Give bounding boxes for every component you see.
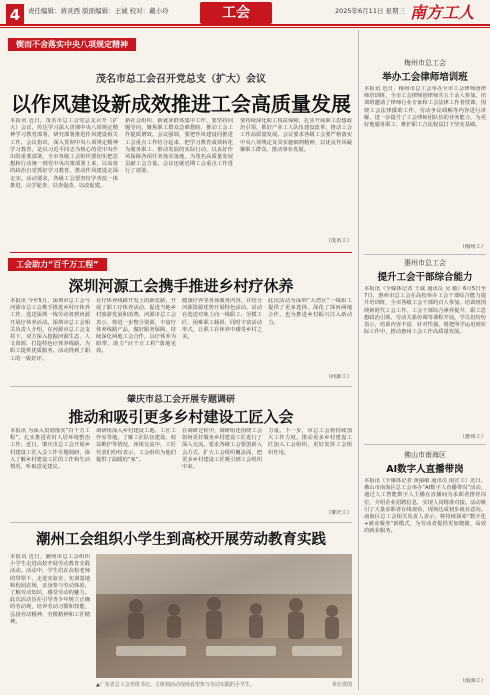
right2-body: 本报讯（全媒体记者 王诚 通讯员 吴 敏）6月5日至7日，惠州市总工会在高校举办工会干部综合能力提升培训班，全市各级工会干部约百人参加。培训班围绕新时代工会工作、工会干部综合素养提升、职工思想政治引领、劳动关系协调等课程开展。学员们纷纷表示，培训内容丰富、针对性强，将把所学运用到实际工作中，推动惠州工会工作高质量发展。 — [364, 286, 486, 336]
column-divider — [358, 30, 359, 690]
right2-byline: （惠州工） — [459, 434, 486, 440]
editors-line: 责任编辑：蒋灵西 版面编辑：王诚 校对：戴小玲 — [28, 7, 169, 15]
story3-kicker: 肇庆市总工会开展专题调研 — [126, 395, 235, 405]
story1-byline: （茂名工） — [325, 238, 352, 244]
right1-body: 本报讯 近日，梅州市总工会举办全市工会律师团律师培训班，全市工会律师团律师共五十余人参加。培训班邀请了律师行业专家和工会法律工作者授课，围绕工会法律援助工作、劳动争议调解等内容进行讲解，进一步提升了工会律师团队伍的业务能力，为更好地服务职工、维护职工合法权益打下坚实基础。 — [364, 86, 486, 129]
story3-headline[interactable]: 推动和吸引更多乡村建设工匠入会 — [68, 408, 294, 426]
photo-caption: ▲广东省总工会党组书记、主席到活动现场看望参与劳动实践的小学生。 — [96, 682, 255, 688]
topic-ribbon: 锲而不舍落实中央八项规定精神 — [8, 38, 136, 51]
newspaper-logo: 南方工人 — [410, 3, 475, 22]
section-divider — [10, 252, 352, 253]
story3-column-3: 在调研过程中，调研组还围绕工会如何更好服务乡村建设工匠进行了深入交流，要求各级工会要创新入会方式，扩大工会组织覆盖面，把更多乡村建设工匠吸引到工会组织中来。 — [182, 428, 262, 471]
story2-column-1: 本报讯 今年5月，深圳市总工会与河源市总工会携手推进乡村疗休养工作，选送深圳一线劳动者到河源开展疗休养活动。深圳市总工会相关负责人介绍，在河源市总工会支持下，双方深入挖掘河源生态、人文资源，打造特色疗休养线路，为职工提供优质服务。活动得到了职工的一致好评。 — [10, 298, 90, 362]
story3-column-1: 本报讯 为深入贯彻落实“百千万工程”，扎实推进农村人居环境整治工作，近日，肇庆市总工会开展乡村建设工匠入会工作专题调研，深入了解乡村建设工匠的工作和生活情况，听取意见建议。 — [10, 428, 90, 471]
header-rule — [0, 24, 490, 26]
story1-column-2: 新社会组织、新就业群体集中工作，要坚持问题导向，聚焦职工群众急难愁盼，推动工会工作提质增效。会议强调，要把作风建设同推进工会重点工作结合起来，把学习教育成效转化为服务职工、推动发展的实际行动，以良好作风保障各项任务落实落地，为茂名高质量发展贡献工会力量。会议还就近期工会重点工作进行了部署。 — [125, 118, 233, 175]
story1-headline[interactable]: 以作风建设新成效推进工会高质量发展 — [11, 92, 351, 116]
photo-credit: 单位供图 — [331, 682, 352, 688]
story4-headline[interactable]: 潮州工会组织小学生到高校开展劳动教育实践 — [36, 531, 326, 548]
story2-byline: （河源工） — [325, 374, 352, 380]
story4-column-1: 本报讯 近日，潮州市总工会组织小学生走进高校开展劳动教育实践活动。活动中，学生们在高校老师的带领下，走进实验室、实训基地和校园农场，亲身参与劳动体验，了解劳动知识，感受劳动的魅力。此次活动旨在引导青少年树立正确的劳动观，培养劳动习惯和技能，弘扬劳动精神、劳模精神和工匠精神。 — [10, 554, 90, 625]
right2-headline[interactable]: 提升工会干部综合能力 — [377, 272, 473, 283]
story2-headline[interactable]: 深圳河源工会携手推进乡村疗休养 — [68, 277, 294, 295]
right1-headline[interactable]: 举办工会律师培训班 — [382, 72, 468, 83]
story3-byline: （肇庆工） — [325, 510, 352, 516]
right1-byline: （梅州工） — [459, 244, 486, 250]
section-title: 工会 — [200, 2, 272, 24]
right2-kicker: 惠州市总工会 — [404, 259, 446, 267]
right-divider-2 — [364, 444, 486, 445]
right1-kicker: 梅州市总工会 — [404, 59, 446, 67]
right3-headline[interactable]: AI数字人直播带岗 — [386, 464, 464, 475]
right3-byline: （南海工） — [459, 678, 486, 684]
story2-column-4: 此次活动为深圳“大湾区”一线职工提供了更多选择，深化了深河两地合作，也为推进乡村振兴注入新动力。 — [268, 298, 352, 326]
story1-kicker: 茂名市总工会召开党总支（扩大）会议 — [96, 74, 266, 85]
story3-column-2: 调研组深入乡村建设工地、工匠工作室等地，了解工匠队伍建设、权益维护等情况，座谈交流中，工匠代表们纷纷表示，工会组织为他们提供了温暖的“家”。 — [96, 428, 176, 463]
issue-date: 2025年6月11日 星期三 — [335, 7, 406, 15]
story1-column-1: 本报讯 近日，茂名市总工会党总支召开（扩大）会议，传达学习深入贯彻中央八项规定精神学习教育部署，研究部署推进作风建设相关工作。会议指出，深入贯彻中央八项规定精神学习教育，是以习近平同志为核心的党中央作出的重要部署，全市各级工会组织要切实把思想和行动统一到党中央决策部署上来，以高度的政治自觉抓好学习教育，推动作风建设走深走实。活动要求，各级工会要坚持学查改一体推进，以学促查、以查促改、以改促建。 — [10, 118, 118, 189]
story3-column-4: 力量。下一步，市总工会将持续加大工作力度，推动更多乡村建设工匠加入工会组织，更好发挥工会组织作用。 — [268, 428, 352, 456]
story-divider-2 — [10, 522, 352, 523]
page-header — [0, 0, 490, 36]
activity-photo — [96, 554, 352, 678]
page-number: 4 — [6, 4, 24, 26]
photo-scene — [96, 554, 352, 678]
right3-kicker: 佛山市南海区 — [404, 451, 446, 459]
topic-ribbon-2: 工会助力“百千万工程” — [8, 258, 107, 271]
story2-column-3: 健康疗养等各项服务内容，并结合河源资源优势开展特色活动。活动在选送对象上向一线职工、劳模工匠、困难职工倾斜，同时丰富活动形式，让职工在休养中感受乡村之美。 — [182, 298, 262, 341]
right-divider-1 — [364, 254, 486, 255]
story2-column-2: 在疗休养线路开发上的新思路，开展了职工疗休养活动，促进当地乡村旅游发展和消费。河源市总工会表示，将进一步整合资源，丰富疗休养线路产品，做好服务保障，持续深化两地工会合作，以疗休养为纽带，助力“百千万工程”落地见效。 — [96, 298, 176, 355]
story1-column-3: 要持续深化职工权益保障，扎实开展职工思想政治引领，抓好产业工人队伍建设改革，推动工会工作高质量发展。会议要求各级工会要严格落实中央八项规定及其实施细则精神，以优良作风凝聚职工群众、推动事业发展。 — [240, 118, 352, 153]
header-thin-rule — [0, 27, 490, 28]
story-divider — [10, 386, 352, 387]
right3-body: 本报讯（全媒体记者 黄丽敏 通讯员 南宣工）近日，佛山市南海区总工会举办“AI数字人直播带岗”活动，通过人工智能数字人主播在直播间为求职者推荐岗位，介绍企业招聘信息，实现人岗精准对接。活动吸引了大量求职者在线观看，现场达成初步就业意向。南海区总工会相关负责人表示，将持续探索“数字化+就业服务”新模式，为劳动者提供更加便捷、高效的就业服务。 — [364, 478, 486, 535]
